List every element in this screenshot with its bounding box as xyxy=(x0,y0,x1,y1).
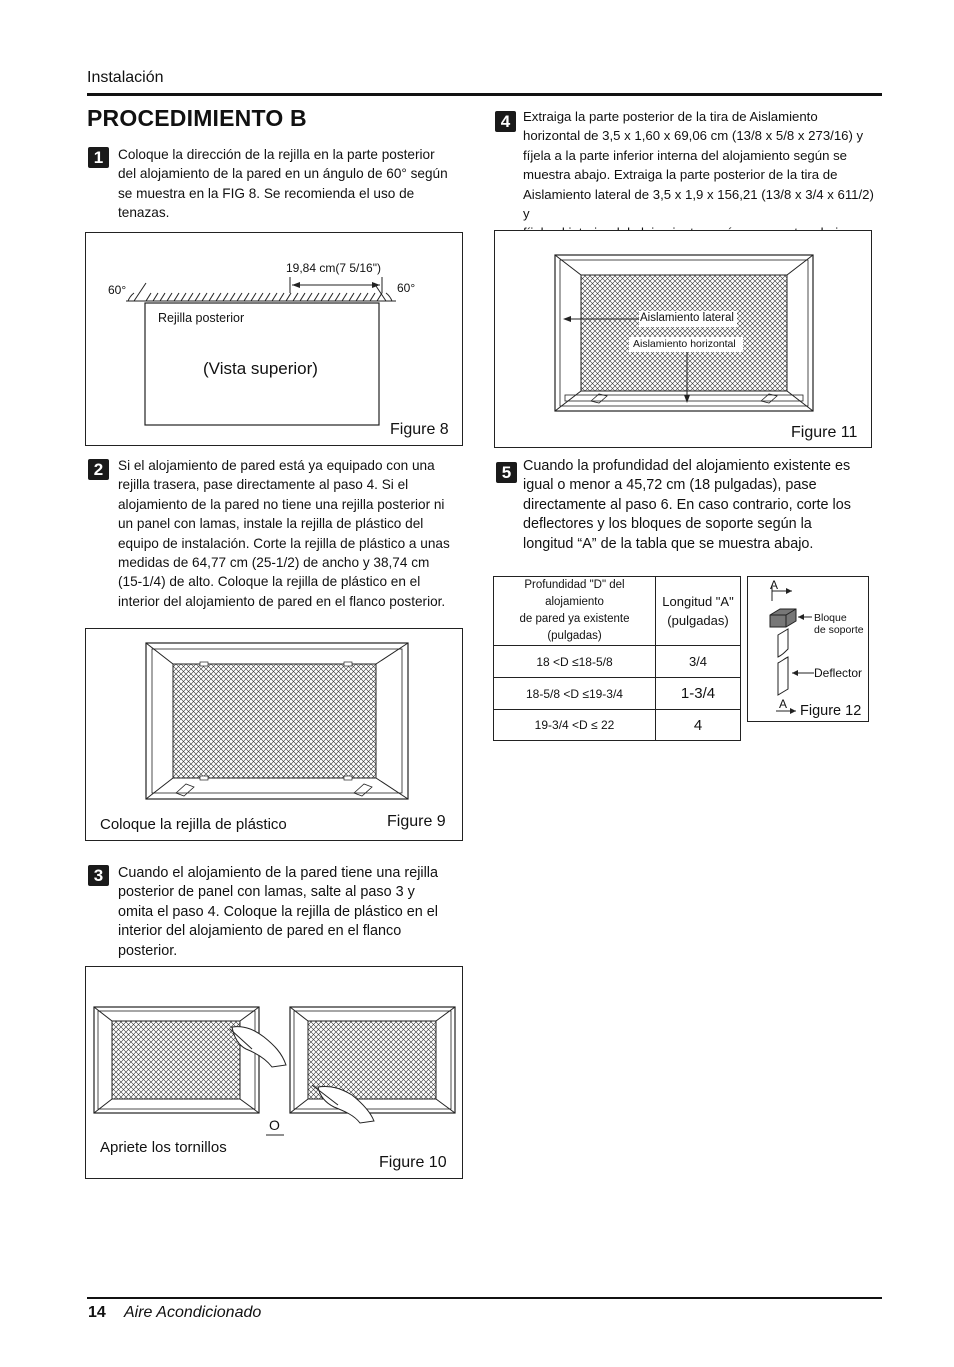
support-block-line: de soporte xyxy=(814,624,864,636)
footer-title: Aire Acondicionado xyxy=(124,1304,262,1321)
step-2-line: un panel con lamas, instale la rejilla de plástico del xyxy=(118,516,424,532)
step-4-text xyxy=(523,107,883,243)
wall-hatch-mark xyxy=(356,293,361,301)
step-3-line: posterior. xyxy=(118,942,178,959)
wall-hatch-mark xyxy=(321,293,326,301)
step-1-line: tenazas. xyxy=(118,205,170,221)
wall-hatch-mark xyxy=(286,293,291,301)
step-1-number: 1 xyxy=(88,147,109,168)
table-header-row xyxy=(494,577,741,646)
wall-hatch-mark xyxy=(293,293,298,301)
figure-12-label: Figure 12 xyxy=(800,703,862,719)
table-cell: 4 xyxy=(656,710,741,741)
step-4-line: muestra abajo. Extraiga la parte posterior de la tira de xyxy=(523,167,838,183)
header-line: de pared ya existente (pulgadas) xyxy=(519,613,630,642)
page-title: PROCEDIMIENTO B xyxy=(87,105,307,131)
table-row xyxy=(494,678,741,710)
wall-hatch-mark xyxy=(174,293,179,301)
table-cell: 18-5/8 <D ≤19-3/4 xyxy=(494,678,656,710)
step-2-line: (15-1/4) de alto. Coloque la rejilla de plástico en el xyxy=(118,574,421,590)
table-header-length xyxy=(656,577,741,646)
step-2-line: equipo de instalación. Corte la rejilla de plástico a unas xyxy=(118,535,450,551)
wall-hatch-mark xyxy=(279,293,284,301)
table-header-depth xyxy=(494,577,656,646)
fig10-or: O xyxy=(269,1117,280,1133)
step-4-line: Aislamiento lateral de 3,5 x 1,9 x 156,21 (13/8 x 3/4 x 611/2) y xyxy=(523,186,874,222)
table-cell: 18 <D ≤18-5/8 xyxy=(494,646,656,678)
fig10-caption: Apriete los tornillos xyxy=(100,1139,227,1156)
wall-hatch-mark xyxy=(223,293,228,301)
step-5-number: 5 xyxy=(496,462,517,483)
depth-table xyxy=(493,576,741,741)
table-row xyxy=(494,710,741,741)
step-3-text xyxy=(118,864,463,961)
wall-hatch-mark xyxy=(300,293,305,301)
figure-9 xyxy=(85,628,463,841)
step-2-line: rejilla trasera, pase directamente al paso 4. Si el xyxy=(118,477,409,493)
step-5-line: longitud “A” de la tabla que se muestra abajo. xyxy=(523,535,814,552)
step-2-text xyxy=(118,456,463,611)
wall-hatch-mark xyxy=(251,293,256,301)
header-line: (pulgadas) xyxy=(667,613,729,628)
table-cell: 1-3/4 xyxy=(656,678,741,710)
figure-11-label: Figure 11 xyxy=(791,424,858,441)
wall-hatch-mark xyxy=(314,293,319,301)
step-4-line: Extraiga la parte posterior de la tira de Aislamiento xyxy=(523,109,818,124)
step-3-number: 3 xyxy=(88,865,109,886)
wall-hatch-mark xyxy=(153,293,158,301)
step-5-text xyxy=(523,457,883,554)
fig12-deflector: Deflector xyxy=(814,666,863,680)
wall-hatch-mark xyxy=(244,293,249,301)
wall-hatch-mark xyxy=(349,293,354,301)
step-5-line: igual o menor a 45,72 cm (18 pulgadas), pase xyxy=(523,477,817,494)
figure-12 xyxy=(747,576,869,722)
step-4-line: fíjela a la parte inferior interna del alojamiento según se xyxy=(523,147,848,163)
wall-hatch-mark xyxy=(181,293,186,301)
wall-hatch-mark xyxy=(167,293,172,301)
wall-hatch-mark xyxy=(328,293,333,301)
wall-hatch-mark xyxy=(230,293,235,301)
step-3-line: posterior de panel con lamas, salte al paso 3 y xyxy=(118,884,415,901)
step-5-line: directamente al paso 6. En caso contrario, corte los xyxy=(523,496,851,513)
wall-hatch-mark xyxy=(307,293,312,301)
header-line: Profundidad "D" del alojamiento xyxy=(524,579,625,608)
figure-12-drawing xyxy=(748,577,868,721)
wall-hatch-mark xyxy=(258,293,263,301)
wall-hatch-mark xyxy=(216,293,221,301)
header-line: Longitud "A" xyxy=(662,594,734,609)
figure-10 xyxy=(85,966,463,1179)
wall-hatch-mark xyxy=(272,293,277,301)
table-row xyxy=(494,646,741,678)
fig9-caption: Coloque la rejilla de plástico xyxy=(100,816,287,833)
figure-11 xyxy=(494,230,872,448)
wall-hatch-mark xyxy=(265,293,270,301)
header-rule xyxy=(87,93,882,96)
wall-hatch-mark xyxy=(160,293,165,301)
step-3-line: omita el paso 4. Coloque la rejilla de plástico en el xyxy=(118,903,438,920)
wall-hatch-mark xyxy=(146,293,151,301)
fig8-dimension: 19,84 cm(7 5/16") xyxy=(286,261,381,275)
fig12-a-top: A xyxy=(770,578,779,592)
figure-9-label: Figure 9 xyxy=(387,813,446,830)
figure-8 xyxy=(85,232,463,446)
table-cell: 3/4 xyxy=(656,646,741,678)
step-1-line: Coloque la dirección de la rejilla en la parte posterior xyxy=(118,147,435,162)
fig8-angle-left: 60° xyxy=(108,283,127,297)
step-2-line: Si el alojamiento de pared está ya equipado con una xyxy=(118,458,435,473)
step-3-line: interior del alojamiento de pared en el flanco xyxy=(118,923,402,940)
figure-8-label: Figure 8 xyxy=(390,421,449,438)
step-1-line: se muestra en la FIG 8. Se recomienda el uso de xyxy=(118,185,415,201)
figure-8-drawing xyxy=(86,233,462,445)
wall-hatch-mark xyxy=(195,293,200,301)
step-2-line: alojamiento de la pared no tiene una rejilla posterior ni xyxy=(118,496,445,512)
step-1-text xyxy=(118,145,463,223)
table-cell: 19-3/4 <D ≤ 22 xyxy=(494,710,656,741)
step-1-line: del alojamiento de la pared en un ángulo de 60° según xyxy=(118,166,448,182)
step-5-line: deflectores y los bloques de soporte según la xyxy=(523,516,812,533)
step-5-line: Cuando la profundidad del alojamiento existente es xyxy=(523,458,851,474)
step-2-line: interior del alojamiento de pared en el flanco posterior. xyxy=(118,593,446,609)
step-3-line: Cuando el alojamiento de la pared tiene una rejilla xyxy=(118,865,439,881)
wall-hatch-mark xyxy=(209,293,214,301)
section-title: Instalación xyxy=(87,69,164,86)
fig12-a-bottom: A xyxy=(779,697,788,711)
wall-hatch-mark xyxy=(363,293,368,301)
footer-rule xyxy=(87,1297,882,1299)
figure-9-drawing xyxy=(86,629,462,840)
support-block-line: Bloque xyxy=(814,612,847,624)
step-4-number: 4 xyxy=(495,111,516,132)
page-number: 14 xyxy=(88,1304,106,1321)
fig11-lateral-label: Aislamiento lateral xyxy=(640,312,734,324)
wall-hatch-mark xyxy=(188,293,193,301)
wall-hatch-mark xyxy=(202,293,207,301)
wall-hatch-mark xyxy=(335,293,340,301)
fig12-support-block xyxy=(814,612,864,636)
wall-hatch-mark xyxy=(370,293,375,301)
fig8-grille-label: Rejilla posterior xyxy=(158,311,245,325)
step-2-line: medidas de 64,77 cm (25-1/2) de ancho y 38,74 cm xyxy=(118,555,430,571)
step-4-line: horizontal de 3,5 x 1,60 x 69,06 cm (13/8 x 5/8 x 273/16) y xyxy=(523,128,864,144)
fig8-angle-right: 60° xyxy=(397,281,416,295)
fig8-view-label: (Vista superior) xyxy=(203,359,318,378)
wall-hatch-mark xyxy=(342,293,347,301)
figure-10-label: Figure 10 xyxy=(379,1154,447,1171)
step-2-number: 2 xyxy=(88,459,109,480)
wall-hatch-mark xyxy=(237,293,242,301)
fig11-horizontal-label: Aislamiento horizontal xyxy=(633,338,736,350)
